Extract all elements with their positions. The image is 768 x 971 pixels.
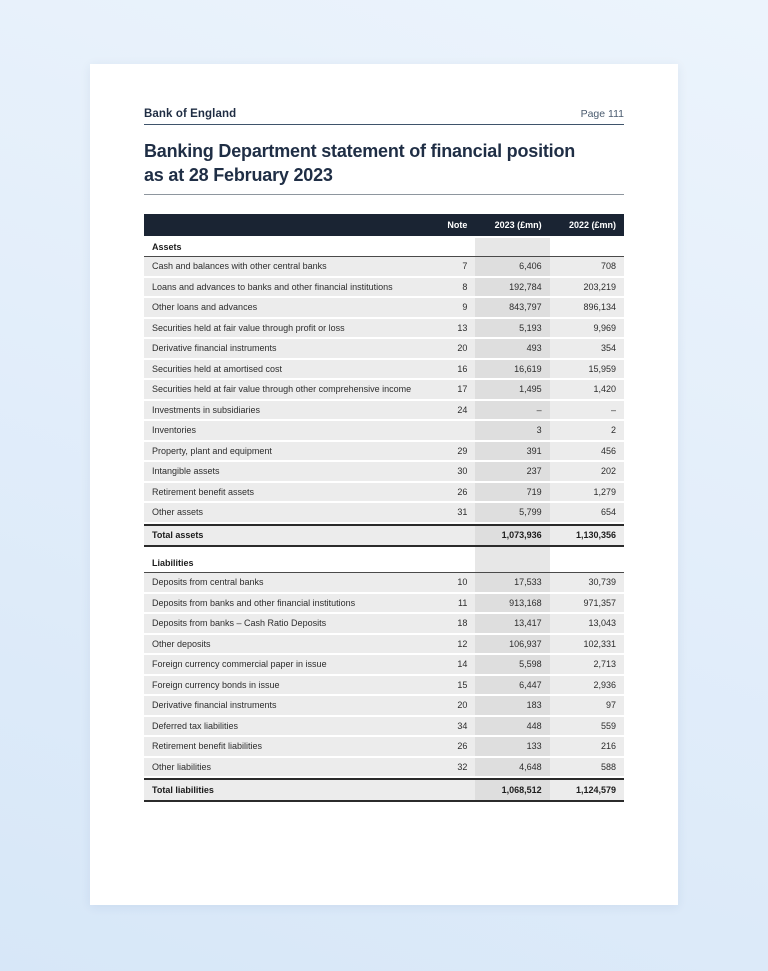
cell-note: 31	[431, 503, 475, 524]
cell-2023	[475, 238, 549, 257]
cell-2022: 2	[550, 421, 624, 442]
section-row	[144, 238, 624, 257]
cell-label: Cash and balances with other central banks	[144, 257, 431, 278]
cell-note: 20	[431, 696, 475, 717]
cell-label: Derivative financial instruments	[144, 339, 431, 360]
total-row	[144, 778, 624, 802]
cell-2023: 1,068,512	[475, 778, 549, 802]
cell-label: Securities held at amortised cost	[144, 360, 431, 381]
cell-2022: 654	[550, 503, 624, 524]
cell-label: Property, plant and equipment	[144, 442, 431, 463]
cell-2022	[550, 554, 624, 573]
cell-label: Intangible assets	[144, 462, 431, 483]
cell-label: Retirement benefit assets	[144, 483, 431, 504]
financial-position-table	[144, 214, 624, 802]
cell-note	[431, 524, 475, 548]
cell-2022: 708	[550, 257, 624, 278]
cell-2023: 5,598	[475, 655, 549, 676]
cell-2022: 1,124,579	[550, 778, 624, 802]
table-header-row	[144, 214, 624, 238]
table-row	[144, 380, 624, 401]
cell-label: Inventories	[144, 421, 431, 442]
cell-note: 7	[431, 257, 475, 278]
cell-note: 24	[431, 401, 475, 422]
cell-note	[431, 238, 475, 257]
cell-2023: 3	[475, 421, 549, 442]
cell-label: Deposits from banks and other financial institutions	[144, 594, 431, 615]
cell-2023: 237	[475, 462, 549, 483]
cell-2023	[475, 547, 549, 554]
cell-note: 18	[431, 614, 475, 635]
table-row	[144, 257, 624, 278]
title-rule	[144, 194, 624, 195]
table-row	[144, 573, 624, 594]
page-number: Page 111	[580, 108, 624, 120]
table-row	[144, 278, 624, 299]
cell-label	[144, 547, 431, 554]
cell-2022: –	[550, 401, 624, 422]
cell-label: Deposits from banks – Cash Ratio Deposits	[144, 614, 431, 635]
cell-label: Deposits from central banks	[144, 573, 431, 594]
cell-label: Other loans and advances	[144, 298, 431, 319]
cell-label: Investments in subsidiaries	[144, 401, 431, 422]
cell-2022	[550, 547, 624, 554]
cell-2023: 17,533	[475, 573, 549, 594]
cell-note	[431, 547, 475, 554]
cell-2023: 192,784	[475, 278, 549, 299]
table-row	[144, 442, 624, 463]
table-row	[144, 401, 624, 422]
cell-2023: 133	[475, 737, 549, 758]
cell-label: Securities held at fair value through profit or loss	[144, 319, 431, 340]
cell-2023: 4,648	[475, 758, 549, 779]
cell-label: Liabilities	[144, 554, 431, 573]
table-row	[144, 635, 624, 656]
cell-label: Foreign currency bonds in issue	[144, 676, 431, 697]
gap-row	[144, 547, 624, 554]
cell-note	[431, 554, 475, 573]
cell-2022: 1,279	[550, 483, 624, 504]
cell-label: Assets	[144, 238, 431, 257]
cell-2023	[475, 554, 549, 573]
cell-label: Derivative financial instruments	[144, 696, 431, 717]
page-title: Banking Department statement of financial position as at 28 February 2023	[144, 141, 576, 185]
table-row	[144, 614, 624, 635]
cell-2022: 102,331	[550, 635, 624, 656]
table-row	[144, 483, 624, 504]
cell-label: Deferred tax liabilities	[144, 717, 431, 738]
cell-note	[431, 421, 475, 442]
cell-note: 9	[431, 298, 475, 319]
cell-note: 32	[431, 758, 475, 779]
cell-2022: 30,739	[550, 573, 624, 594]
cell-2023: 6,406	[475, 257, 549, 278]
cell-2022: 456	[550, 442, 624, 463]
table-row	[144, 339, 624, 360]
table-row	[144, 421, 624, 442]
cell-note: 15	[431, 676, 475, 697]
cell-label: Securities held at fair value through other comprehensive income	[144, 380, 431, 401]
cell-label: Total assets	[144, 524, 431, 548]
cell-2023: 6,447	[475, 676, 549, 697]
section-row	[144, 554, 624, 573]
header-rule	[144, 124, 624, 125]
table-row	[144, 319, 624, 340]
cell-2022: 1,130,356	[550, 524, 624, 548]
column-header-item	[144, 214, 431, 238]
cell-note: 26	[431, 483, 475, 504]
cell-2022: 588	[550, 758, 624, 779]
table-row	[144, 298, 624, 319]
cell-2023: –	[475, 401, 549, 422]
cell-note: 29	[431, 442, 475, 463]
cell-note: 13	[431, 319, 475, 340]
table-row	[144, 503, 624, 524]
cell-note	[431, 778, 475, 802]
cell-2023: 719	[475, 483, 549, 504]
cell-2022: 2,936	[550, 676, 624, 697]
cell-2023: 13,417	[475, 614, 549, 635]
document-header	[144, 108, 624, 120]
cell-2022: 2,713	[550, 655, 624, 676]
cell-label: Other assets	[144, 503, 431, 524]
table-row	[144, 655, 624, 676]
cell-note: 8	[431, 278, 475, 299]
cell-2022: 896,134	[550, 298, 624, 319]
cell-note: 30	[431, 462, 475, 483]
brand-text: Bank of England	[144, 108, 237, 120]
table-row	[144, 462, 624, 483]
cell-2022: 216	[550, 737, 624, 758]
table-row	[144, 594, 624, 615]
cell-2023: 493	[475, 339, 549, 360]
cell-2022: 354	[550, 339, 624, 360]
cell-note: 10	[431, 573, 475, 594]
cell-2022: 1,420	[550, 380, 624, 401]
cell-label: Retirement benefit liabilities	[144, 737, 431, 758]
cell-note: 20	[431, 339, 475, 360]
table-row	[144, 758, 624, 779]
cell-2023: 391	[475, 442, 549, 463]
cell-note: 34	[431, 717, 475, 738]
cell-2022: 203,219	[550, 278, 624, 299]
cell-note: 17	[431, 380, 475, 401]
cell-2023: 1,495	[475, 380, 549, 401]
cell-2022: 15,959	[550, 360, 624, 381]
table-row	[144, 717, 624, 738]
cell-2023: 1,073,936	[475, 524, 549, 548]
cell-2022: 971,357	[550, 594, 624, 615]
statement-table-body	[144, 238, 624, 802]
table-row	[144, 737, 624, 758]
column-header-2023: 2023 (£mn)	[475, 214, 549, 238]
cell-2023: 183	[475, 696, 549, 717]
cell-2022: 97	[550, 696, 624, 717]
cell-2023: 913,168	[475, 594, 549, 615]
cell-2023: 106,937	[475, 635, 549, 656]
cell-2022	[550, 238, 624, 257]
cell-label: Foreign currency commercial paper in issue	[144, 655, 431, 676]
table-row	[144, 696, 624, 717]
cell-2023: 16,619	[475, 360, 549, 381]
cell-note: 14	[431, 655, 475, 676]
cell-label: Other deposits	[144, 635, 431, 656]
cell-2022: 9,969	[550, 319, 624, 340]
cell-note: 16	[431, 360, 475, 381]
cell-2023: 5,193	[475, 319, 549, 340]
cell-note: 26	[431, 737, 475, 758]
cell-2023: 448	[475, 717, 549, 738]
document-page	[90, 64, 678, 905]
cell-2022: 559	[550, 717, 624, 738]
cell-2023: 843,797	[475, 298, 549, 319]
table-row	[144, 360, 624, 381]
cell-2022: 202	[550, 462, 624, 483]
cell-label: Total liabilities	[144, 778, 431, 802]
cell-2023: 5,799	[475, 503, 549, 524]
cell-note: 12	[431, 635, 475, 656]
column-header-2022: 2022 (£mn)	[550, 214, 624, 238]
cell-label: Loans and advances to banks and other financial institutions	[144, 278, 431, 299]
cell-2022: 13,043	[550, 614, 624, 635]
total-row	[144, 524, 624, 548]
cell-label: Other liabilities	[144, 758, 431, 779]
table-row	[144, 676, 624, 697]
column-header-note: Note	[431, 214, 475, 238]
table-header	[144, 214, 624, 238]
cell-note: 11	[431, 594, 475, 615]
